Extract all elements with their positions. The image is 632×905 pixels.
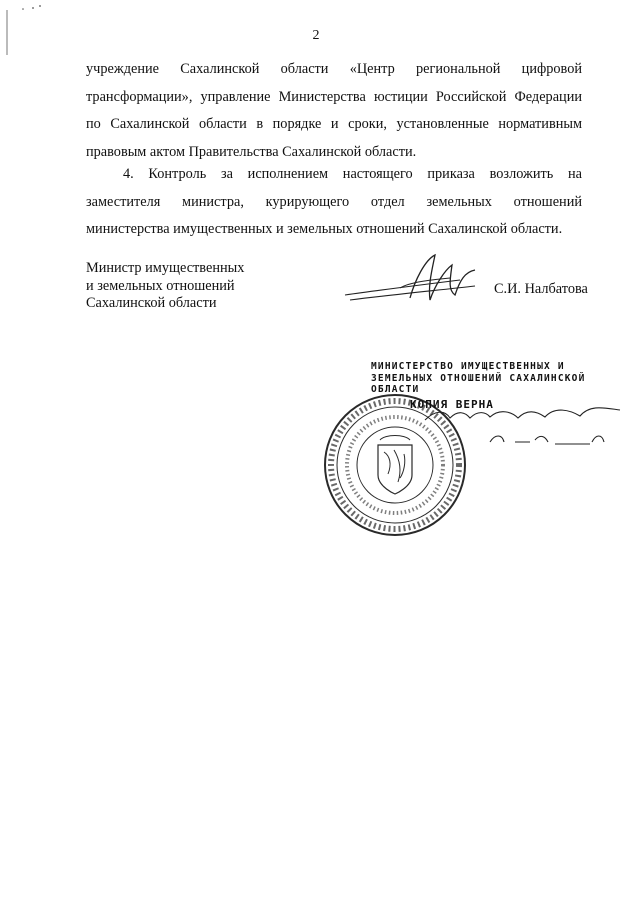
text-line: по Сахалинской области в порядке и сроки, установленные нормативным xyxy=(86,116,582,132)
text-line: правовым актом Правительства Сахалинской области. xyxy=(86,143,417,160)
signer-name: С.И. Налбатова xyxy=(494,281,588,297)
copy-certified-label: КОПИЯ ВЕРНА xyxy=(410,398,494,411)
handwritten-signature xyxy=(340,250,490,310)
certification-stamp xyxy=(371,361,586,396)
text-line: 4. Контроль за исполнением настоящего приказа возложить на xyxy=(123,166,582,182)
stamp-line: МИНИСТЕРСТВО ИМУЩЕСТВЕННЫХ И xyxy=(371,361,565,372)
text-line: министерства имущественных и земельных отношений Сахалинской области. xyxy=(86,221,563,237)
handwritten-certification xyxy=(420,392,630,452)
signatory-position xyxy=(86,260,244,313)
text-line: трансформации», управление Министерства юстиции Российской Федерации xyxy=(86,88,582,105)
position-line: Министр имущественных xyxy=(86,260,245,276)
paragraph-item-4 xyxy=(86,161,582,244)
stamp-line: ОБЛАСТИ xyxy=(371,384,420,395)
paragraph-continuation xyxy=(86,56,582,166)
stamp-line: ЗЕМЕЛЬНЫХ ОТНОШЕНИЙ САХАЛИНСКОЙ xyxy=(371,372,586,384)
position-line: Сахалинской области xyxy=(86,295,217,311)
text-line: заместителя министра, курирующего отдел земельных отношений xyxy=(86,193,582,210)
text-line: учреждение Сахалинской области «Центр региональной цифровой xyxy=(86,61,582,77)
position-line: и земельных отношений xyxy=(86,277,235,294)
page-number: 2 xyxy=(312,28,320,43)
